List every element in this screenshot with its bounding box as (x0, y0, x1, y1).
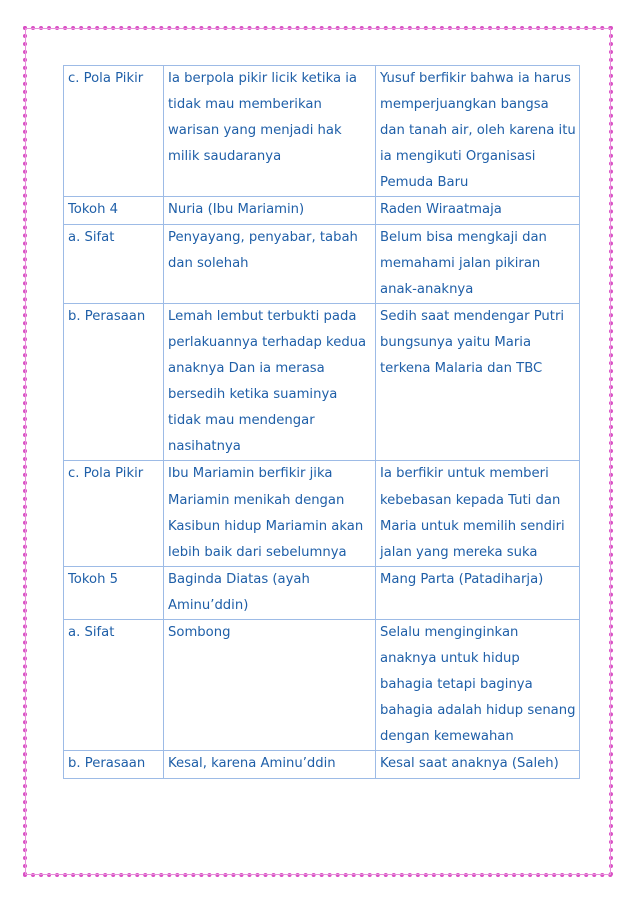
table-row (64, 619, 580, 750)
cell-col2: Ia berpola pikir licik ketika ia tidak mau memberikan warisan yang menjadi hak milik saudaranya (164, 66, 376, 197)
cell-col2: Sombong (164, 619, 376, 750)
character-table-wrapper (63, 65, 579, 779)
table-row (64, 461, 580, 566)
table-row (64, 224, 580, 303)
table-row (64, 66, 580, 197)
character-table (63, 65, 580, 779)
cell-col2: Ibu Mariamin berfikir jika Mariamin menikah dengan Kasibun hidup Mariamin akan lebih baik dari sebelumnya (164, 461, 376, 566)
row-label: Tokoh 4 (64, 197, 164, 224)
cell-col2: Baginda Diatas (ayah Aminu’ddin) (164, 566, 376, 619)
row-label: Tokoh 5 (64, 566, 164, 619)
table-row (64, 303, 580, 461)
cell-col2: Penyayang, penyabar, tabah dan solehah (164, 224, 376, 303)
cell-col3: Sedih saat mendengar Putri bungsunya yaitu Maria terkena Malaria dan TBC (376, 303, 580, 461)
cell-col3: Belum bisa mengkaji dan memahami jalan pikiran anak-anaknya (376, 224, 580, 303)
table-row (64, 566, 580, 619)
table-row (64, 751, 580, 778)
row-label: a. Sifat (64, 224, 164, 303)
row-label: a. Sifat (64, 619, 164, 750)
table-row (64, 197, 580, 224)
row-label: c. Pola Pikir (64, 461, 164, 566)
cell-col2: Lemah lembut terbukti pada perlakuannya terhadap kedua anaknya Dan ia merasa bersedih ketika suaminya tidak mau mendengar nasihatnya (164, 303, 376, 461)
cell-col3: Mang Parta (Patadiharja) (376, 566, 580, 619)
row-label: c. Pola Pikir (64, 66, 164, 197)
cell-col3: Yusuf berfikir bahwa ia harus memperjuangkan bangsa dan tanah air, oleh karena itu ia mengikuti Organisasi Pemuda Baru (376, 66, 580, 197)
row-label: b. Perasaan (64, 751, 164, 778)
cell-col3: Ia berfikir untuk memberi kebebasan kepada Tuti dan Maria untuk memilih sendiri jalan yang mereka suka (376, 461, 580, 566)
cell-col3: Raden Wiraatmaja (376, 197, 580, 224)
cell-col3: Kesal saat anaknya (Saleh) (376, 751, 580, 778)
cell-col3: Selalu menginginkan anaknya untuk hidup bahagia tetapi baginya bahagia adalah hidup senang dengan kemewahan (376, 619, 580, 750)
cell-col2: Nuria (Ibu Mariamin) (164, 197, 376, 224)
cell-col2: Kesal, karena Aminu’ddin (164, 751, 376, 778)
row-label: b. Perasaan (64, 303, 164, 461)
